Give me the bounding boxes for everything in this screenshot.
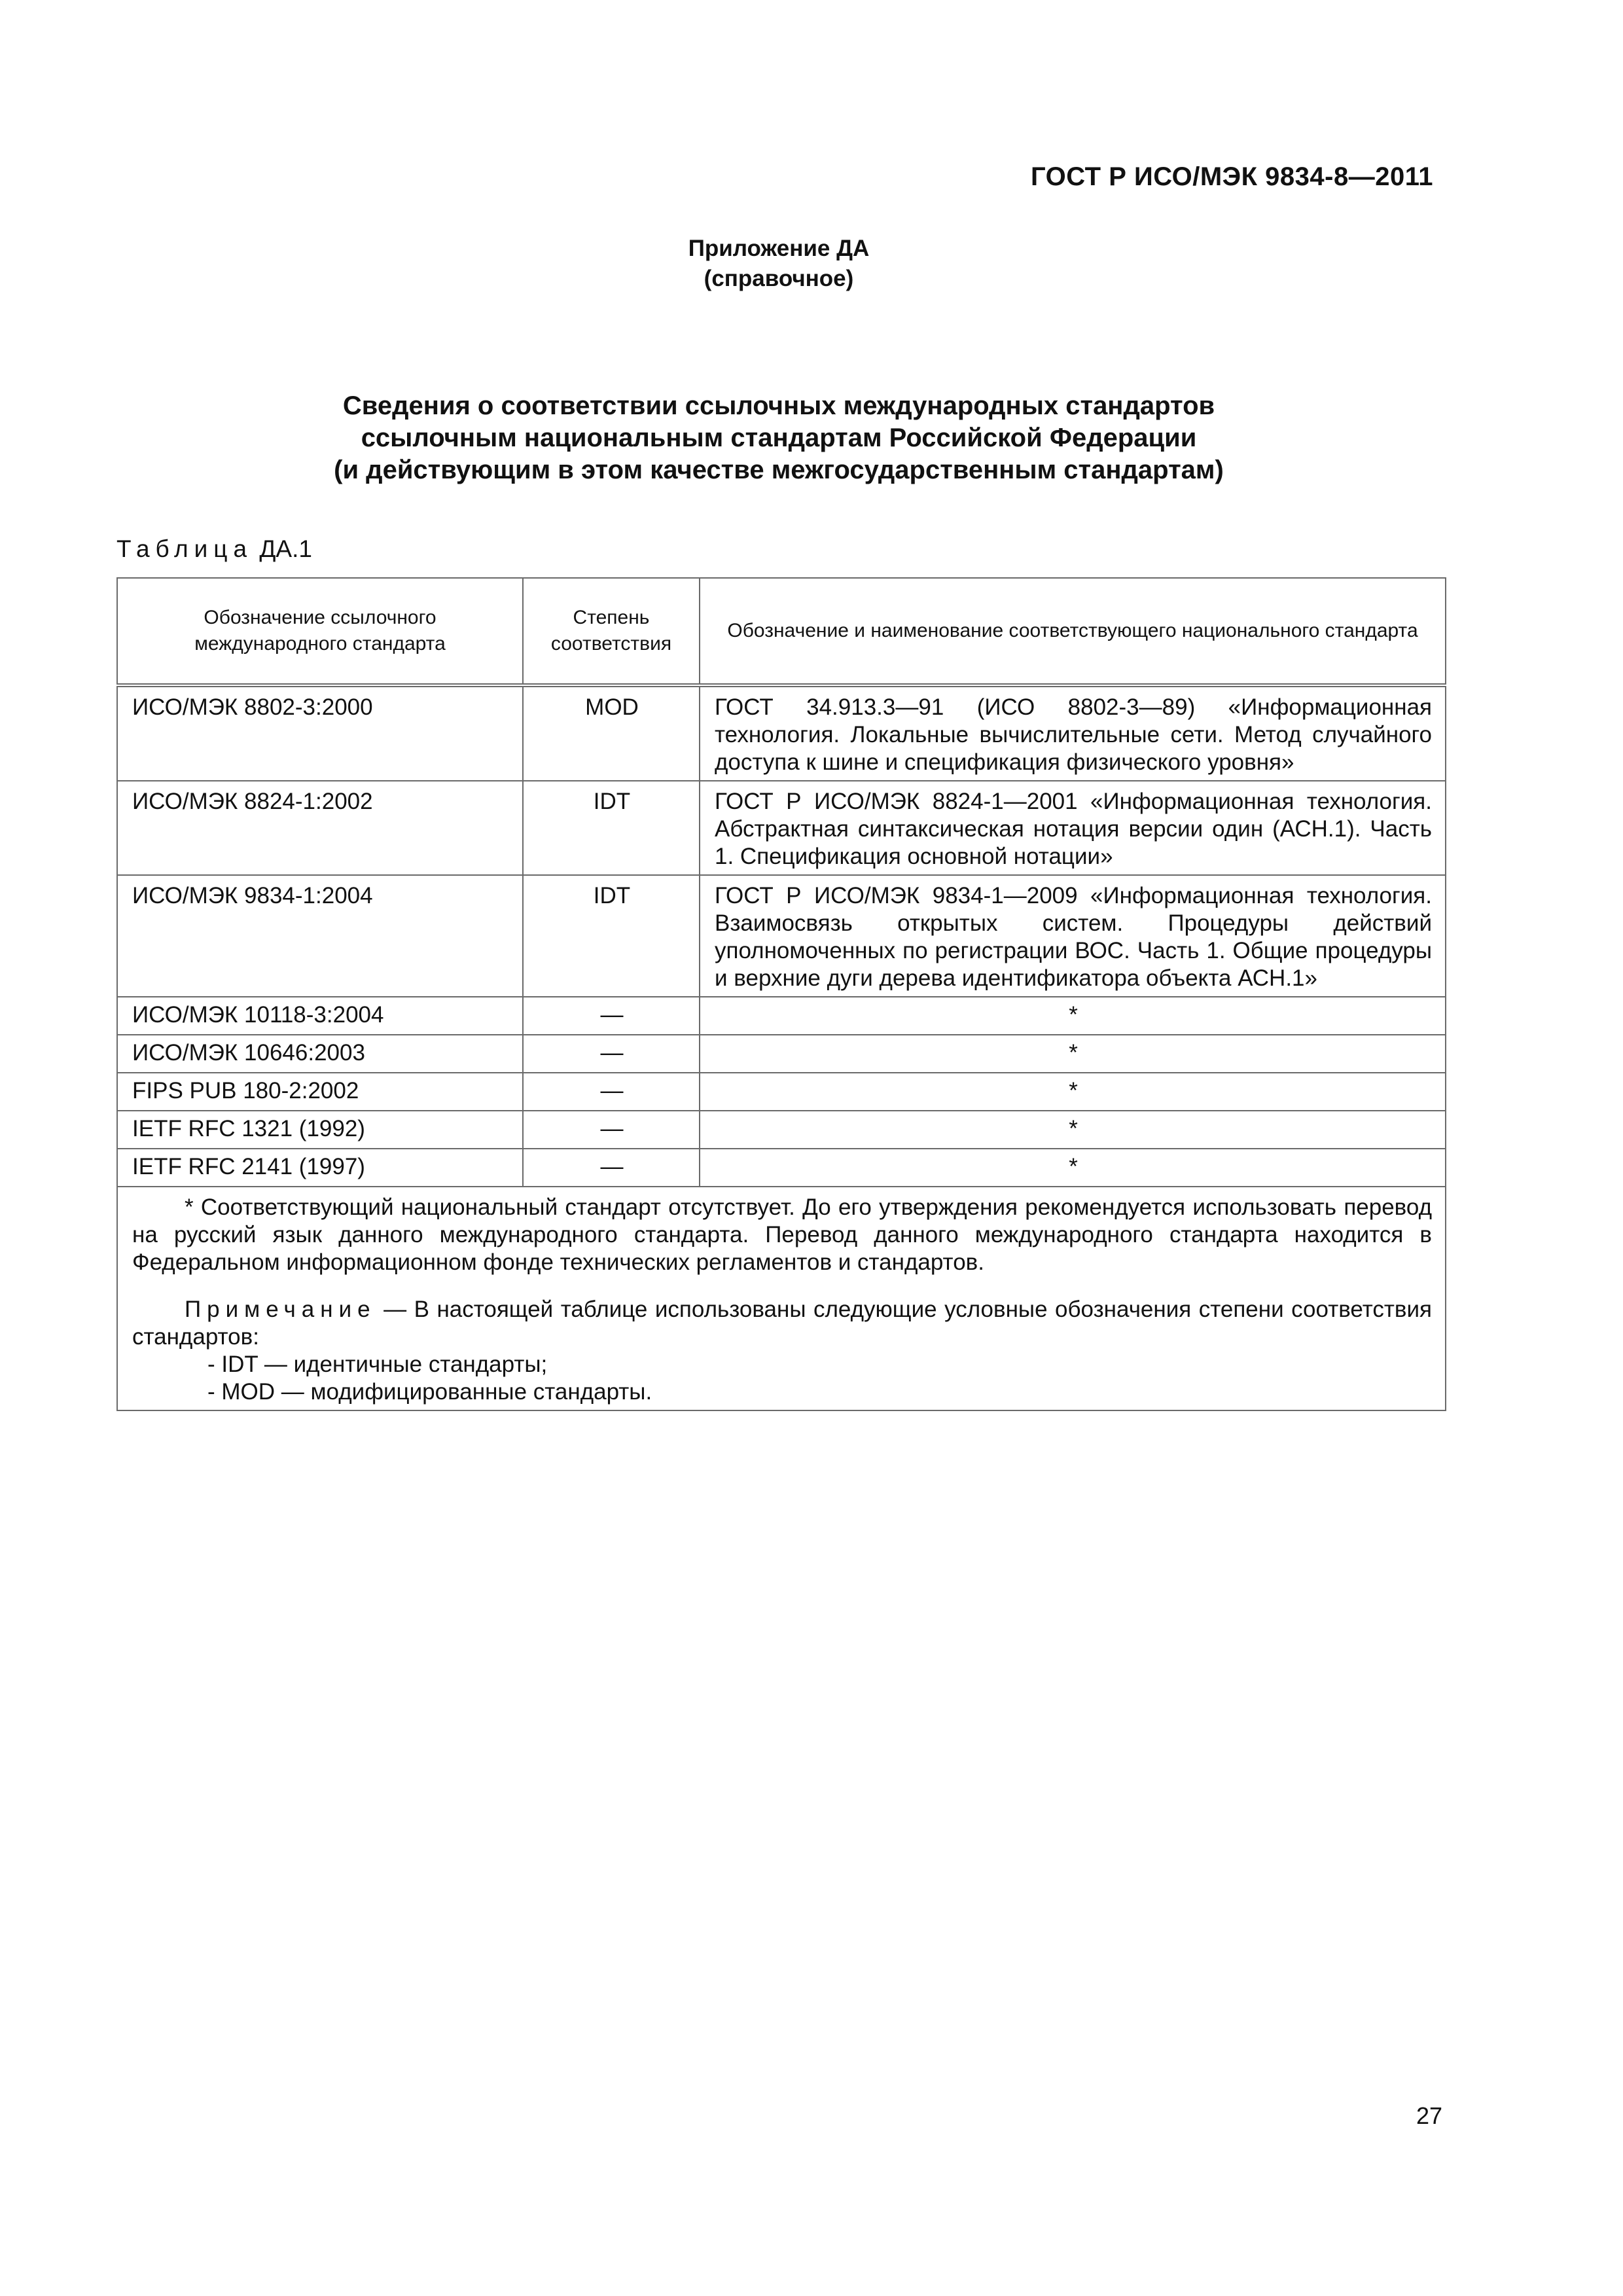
cell-national-standard: ГОСТ Р ИСО/МЭК 8824-1—2001 «Информационная технология. Абстрактная синтаксическая нотация версии один (АСН.1). Часть 1. Спецификация основной нотации» — [700, 781, 1446, 875]
table-caption-number: ДА.1 — [259, 535, 312, 562]
table-row — [117, 781, 1446, 875]
cell-code: IETF RFC 1321 (1992) — [117, 1111, 523, 1149]
header-conformity-degree: Степень соответствия — [523, 578, 700, 685]
legend-item-idt: - IDT — идентичные стандарты; — [207, 1352, 548, 1377]
cell-degree: — — [523, 1073, 700, 1111]
table-notes-row — [117, 1187, 1446, 1410]
cell-code: ИСО/МЭК 8802-3:2000 — [117, 685, 523, 781]
cell-national-standard: * — [700, 1111, 1446, 1149]
cell-national-standard: * — [700, 997, 1446, 1035]
cell-national-standard: * — [700, 1149, 1446, 1187]
section-title-line: Сведения о соответствии ссылочных международных стандартов — [342, 391, 1215, 420]
section-title-line: ссылочным национальным стандартам Российской Федерации — [361, 423, 1197, 452]
header-national-standard: Обозначение и наименование соответствующего национального стандарта — [700, 578, 1446, 685]
table-row — [117, 1035, 1446, 1073]
appendix-title: Приложение ДА — [688, 236, 870, 261]
cell-degree: — — [523, 1149, 700, 1187]
header-international-standard: Обозначение ссылочного международного стандарта — [117, 578, 523, 685]
cell-degree: — — [523, 997, 700, 1035]
cell-national-standard: * — [700, 1035, 1446, 1073]
section-title-line: (и действующим в этом качестве межгосударственным стандартам) — [334, 456, 1224, 484]
table-caption-label: Таблица — [116, 535, 253, 562]
table-note — [132, 1296, 1432, 1351]
table-notes-cell — [117, 1187, 1446, 1410]
cell-code: IETF RFC 2141 (1997) — [117, 1149, 523, 1187]
table-row — [117, 1111, 1446, 1149]
standards-table — [116, 577, 1446, 1411]
table-header-row — [117, 578, 1446, 685]
cell-code: FIPS PUB 180-2:2002 — [117, 1073, 523, 1111]
cell-degree: IDT — [523, 875, 700, 997]
table-caption — [116, 535, 312, 563]
cell-degree: — — [523, 1035, 700, 1073]
section-title — [0, 390, 1558, 486]
cell-code: ИСО/МЭК 9834-1:2004 — [117, 875, 523, 997]
cell-national-standard: ГОСТ 34.913.3—91 (ИСО 8802-3—89) «Информационная технология. Локальные вычислительные сети. Метод случайного доступа к шине и спецификация физического уровня» — [700, 685, 1446, 781]
cell-national-standard: * — [700, 1073, 1446, 1111]
table-row — [117, 875, 1446, 997]
cell-degree: MOD — [523, 685, 700, 781]
note-text: — В настоящей таблице использованы следующие условные обозначения степени соответствия стандартов: — [132, 1297, 1432, 1350]
cell-degree: IDT — [523, 781, 700, 875]
table-row — [117, 1149, 1446, 1187]
page-number: 27 — [1416, 2102, 1442, 2129]
note-label: Примечание — [185, 1297, 376, 1322]
cell-national-standard: ГОСТ Р ИСО/МЭК 9834-1—2009 «Информационная технология. Взаимосвязь открытых систем. Процедуры действий уполномоченных по регистрации ВОС. Часть 1. Общие процедуры и верхние дуги дерева идентификатора объекта АСН.1» — [700, 875, 1446, 997]
cell-code: ИСО/МЭК 10118-3:2004 — [117, 997, 523, 1035]
cell-degree: — — [523, 1111, 700, 1149]
cell-code: ИСО/МЭК 10646:2003 — [117, 1035, 523, 1073]
legend-item-mod: - MOD — модифицированные стандарты. — [207, 1379, 652, 1405]
cell-code: ИСО/МЭК 8824-1:2002 — [117, 781, 523, 875]
table-row — [117, 685, 1446, 781]
document-code: ГОСТ Р ИСО/МЭК 9834-8—2011 — [1031, 162, 1433, 191]
appendix-heading — [0, 234, 1558, 294]
appendix-kind: (справочное) — [704, 266, 854, 291]
table-row — [117, 1073, 1446, 1111]
table-row — [117, 997, 1446, 1035]
table-footnote: * Соответствующий национальный стандарт отсутствует. До его утверждения рекомендуется использовать перевод на русский язык данного международного стандарта. Перевод данного международного стандарта находится в Федеральном информационном фонде технических регламентов и стандартов. — [132, 1194, 1432, 1275]
